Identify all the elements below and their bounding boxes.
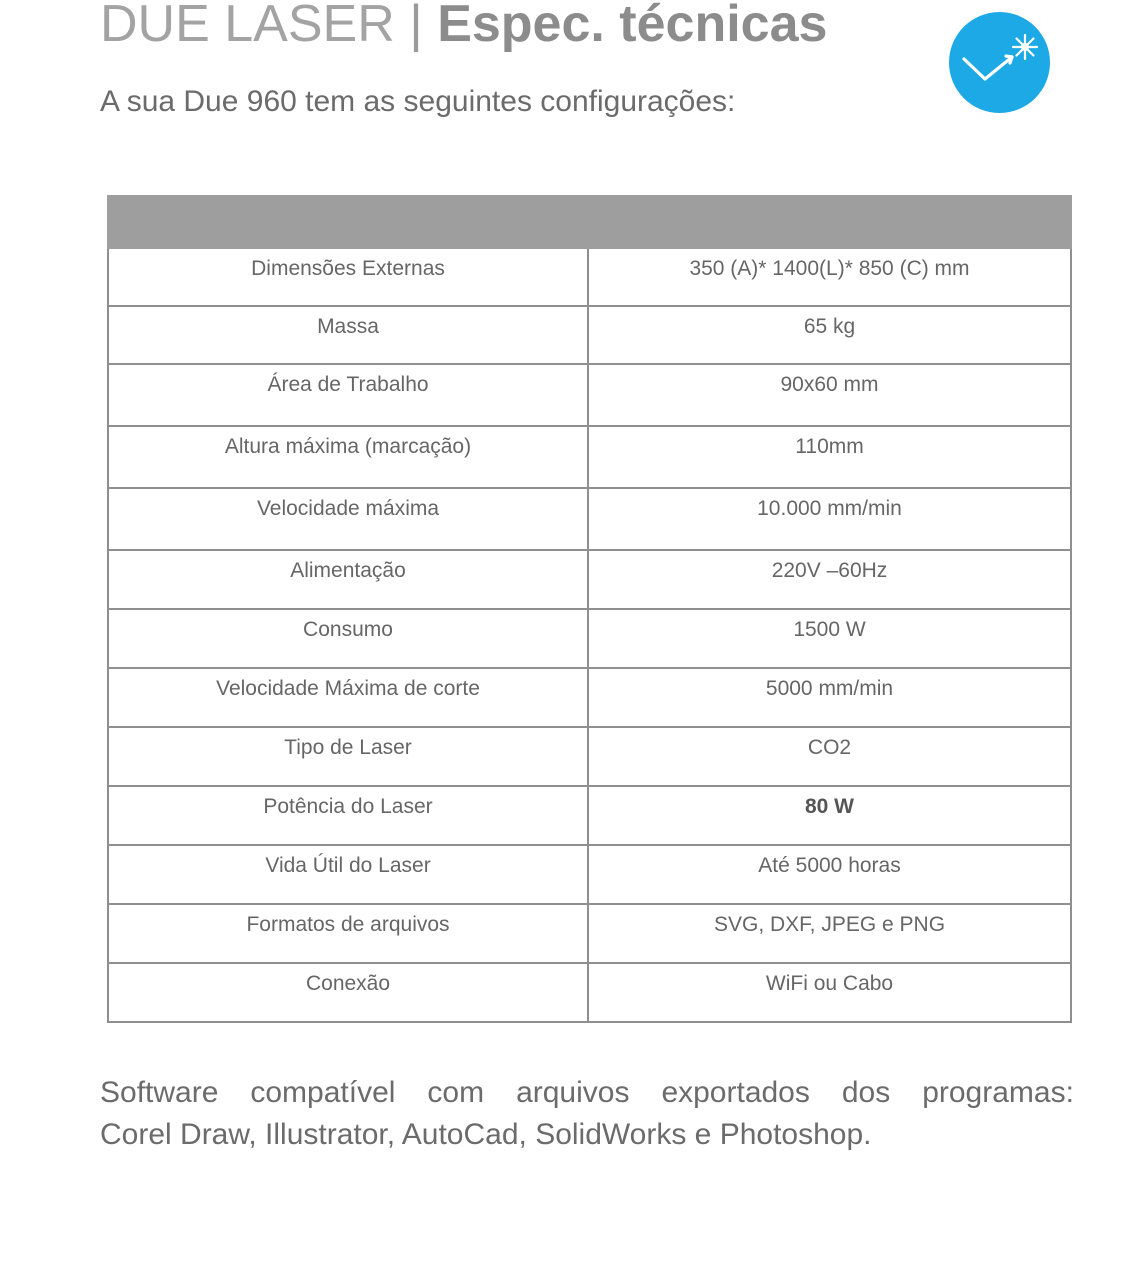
spec-label: Potência do Laser [108,786,588,845]
spec-value: 350 (A)* 1400(L)* 850 (C) mm [588,248,1071,306]
table-row [108,248,1071,306]
spec-value: 10.000 mm/min [588,488,1071,550]
compatibility-word: Software [100,1076,219,1109]
spec-value: 110mm [588,426,1071,488]
subtitle: A sua Due 960 tem as seguintes configurações: [100,85,736,118]
specs-table-body [108,248,1071,1022]
spec-label: Área de Trabalho [108,364,588,426]
compatibility-note [100,1072,1074,1156]
laser-beam-icon [949,12,1050,113]
compatibility-word: dos [841,1076,891,1109]
table-row [108,426,1071,488]
compatibility-word: compatível [250,1076,396,1109]
table-row [108,306,1071,364]
table-header-cell [108,196,588,248]
spec-value: 65 kg [588,306,1071,364]
spec-label: Tipo de Laser [108,727,588,786]
table-row [108,668,1071,727]
spec-label: Altura máxima (marcação) [108,426,588,488]
table-row [108,609,1071,668]
spec-value: Até 5000 horas [588,845,1071,904]
title-separator: | [409,0,423,53]
spec-label: Velocidade máxima [108,488,588,550]
compatibility-word: arquivos [516,1076,630,1109]
table-row [108,963,1071,1022]
table-header-row [108,196,1071,248]
table-row [108,845,1071,904]
spec-value: 220V –60Hz [588,550,1071,609]
spec-label: Velocidade Máxima de corte [108,668,588,727]
spec-label: Alimentação [108,550,588,609]
spec-label: Vida Útil do Laser [108,845,588,904]
compatibility-word: programas: [922,1076,1074,1109]
spec-value: WiFi ou Cabo [588,963,1071,1022]
table-header-cell [588,196,1071,248]
title-brand: DUE LASER [100,0,395,53]
table-row [108,904,1071,963]
title-section: Espec. técnicas [437,0,828,53]
compatibility-line-2: Corel Draw, Illustrator, AutoCad, SolidWorks e Photoshop. [100,1118,872,1151]
table-row [108,550,1071,609]
page-title [100,0,827,56]
specs-table [107,195,1072,1023]
compatibility-word: com [427,1076,485,1109]
compatibility-word: exportados [661,1076,810,1109]
compatibility-line-1 [100,1072,1074,1114]
spec-value: 5000 mm/min [588,668,1071,727]
spec-label: Consumo [108,609,588,668]
spec-label: Formatos de arquivos [108,904,588,963]
table-row [108,786,1071,845]
table-row [108,488,1071,550]
spec-value: CO2 [588,727,1071,786]
spec-value: 80 W [588,786,1071,845]
spec-label: Dimensões Externas [108,248,588,306]
table-row [108,727,1071,786]
spec-label: Conexão [108,963,588,1022]
spec-value: 90x60 mm [588,364,1071,426]
logo [949,12,1050,113]
table-row [108,364,1071,426]
spec-label: Massa [108,306,588,364]
spec-value: SVG, DXF, JPEG e PNG [588,904,1071,963]
spec-value: 1500 W [588,609,1071,668]
